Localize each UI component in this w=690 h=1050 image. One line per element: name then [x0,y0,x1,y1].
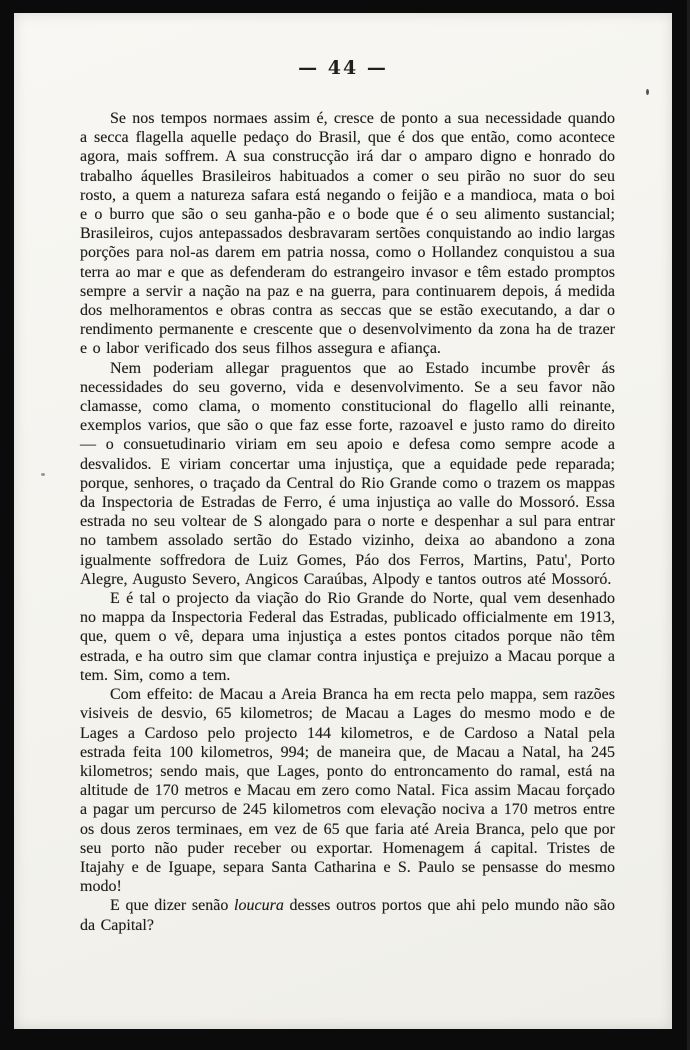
paragraph-2: Nem poderiam allegar praguentos que ao Estado incumbe provêr ás necessidades do seu governo, vida e desenvolvimento. Se a seu favor não clamasse, como clama, o momento constitucional do flagello alli reinante, exemplos varios, que são o que faz esse forte, razoavel e justo ramo do direito — o consuetudinario viriam em seu apoio e defesa como sempre acode a desvalidos. E viriam concertar uma injustiça, que a equidade pede reparada; porque, senhores, o traçado da Central do Rio Grande como o trazem os mappas da Inspectoria de Estradas de Ferro, é uma injustiça ao valle do Mossoró. Essa estrada no seu voltear de S alongado para o norte e despenhar a sul para entrar no tambem assolado sertão do Estado vizinho, deixa ao abandono a zona igualmente soffredora de Luiz Gomes, Páo dos Ferros, Martins, Patu', Porto Alegre, Augusto Severo, Angicos Caraúbas, Alpody e tantos outros até Mossoró. [80,359,615,588]
paragraph-5-italic-word: loucura [234,897,284,915]
body-text [80,109,615,935]
paragraph-3: E é tal o projecto da viação do Rio Grande do Norte, qual vem desenhado no mappa da Inspectoria Federal das Estradas, publicado officialmente em 1913, que, quem o vê, depara uma injustiça a estes pontos citados porque não têm estrada, e ha outro sim que clamar contra injustiça e prejuizo a Macau porque a tem. Sim, como a tem. [80,590,615,684]
paragraph-5 [80,896,615,934]
page-number: — 44 — [298,57,388,79]
paragraph-5-pre-text: E que dizer senão [110,897,235,915]
paragraph-4: Com effeito: de Macau a Areia Branca ha em recta pelo mappa, sem razões visiveis de desvio, 65 kilometros; de Macau a Lages do mesmo modo e de Lages a Cardoso pelo projecto 144 kilometros, e de Cardoso a Natal pela estrada feita 100 kilometros, 994; de maneira que, de Macau a Natal, ha 245 kilometros; sendo mais, que Lages, ponto do entroncamento do ramal, está na altitude de 170 metros e Macau em zero como Natal. Fica assim Macau forçado a pagar um percurso de 245 kilometros com elevação nociva a 170 metros entre os dous zeros terminaes, em vez de 65 que faria até Areia Branca, pelo que por seu porto não puder receber ou exportar. Homenagem á capital. Tristes de Itajahy e de Iguape, separa Santa Catharina e S. Paulo se pensasse do mesmo modo! [80,686,615,896]
paragraph-1: Se nos tempos normaes assim é, cresce de ponto a sua necessidade quando a secca flagella aquelle pedaço do Brasil, que é dos que então, como acontece agora, mais soffrem. A sua construcção irá dar o amparo digno e honrado do trabalho áquelles Brasileiros habituados a comer o seu pirão no suor do seu rosto, a quem a natureza safara está negando o feijão e a mandioca, mata o boi e o burro que são o seu ganha-pão e o bode que é o seu alimento sustancial; Brasileiros, cujos antepassados desbravaram sertões conquistando ao indio largas porções para nol-as darem em patria nossa, como o Hollandez conquistou a sua terra ao mar e que as defenderam do estrangeiro invasor e têm estado promptos sempre a servir a nação na paz e na guerra, para continuarem depois, á medida dos melhoramentos e obras contra as seccas que se estão executando, a dar o rendimento permanente e crescente que o desenvolvimento da zona ha de trazer e o labor verificado dos seus filhos assegura e afiança. [80,110,615,358]
paragraph-5-post-text: desses outros portos que ahi pelo mundo não são da Capital? [80,897,616,934]
scan-artifact [41,473,45,476]
document-page [14,13,672,1029]
scan-artifact [646,89,649,95]
